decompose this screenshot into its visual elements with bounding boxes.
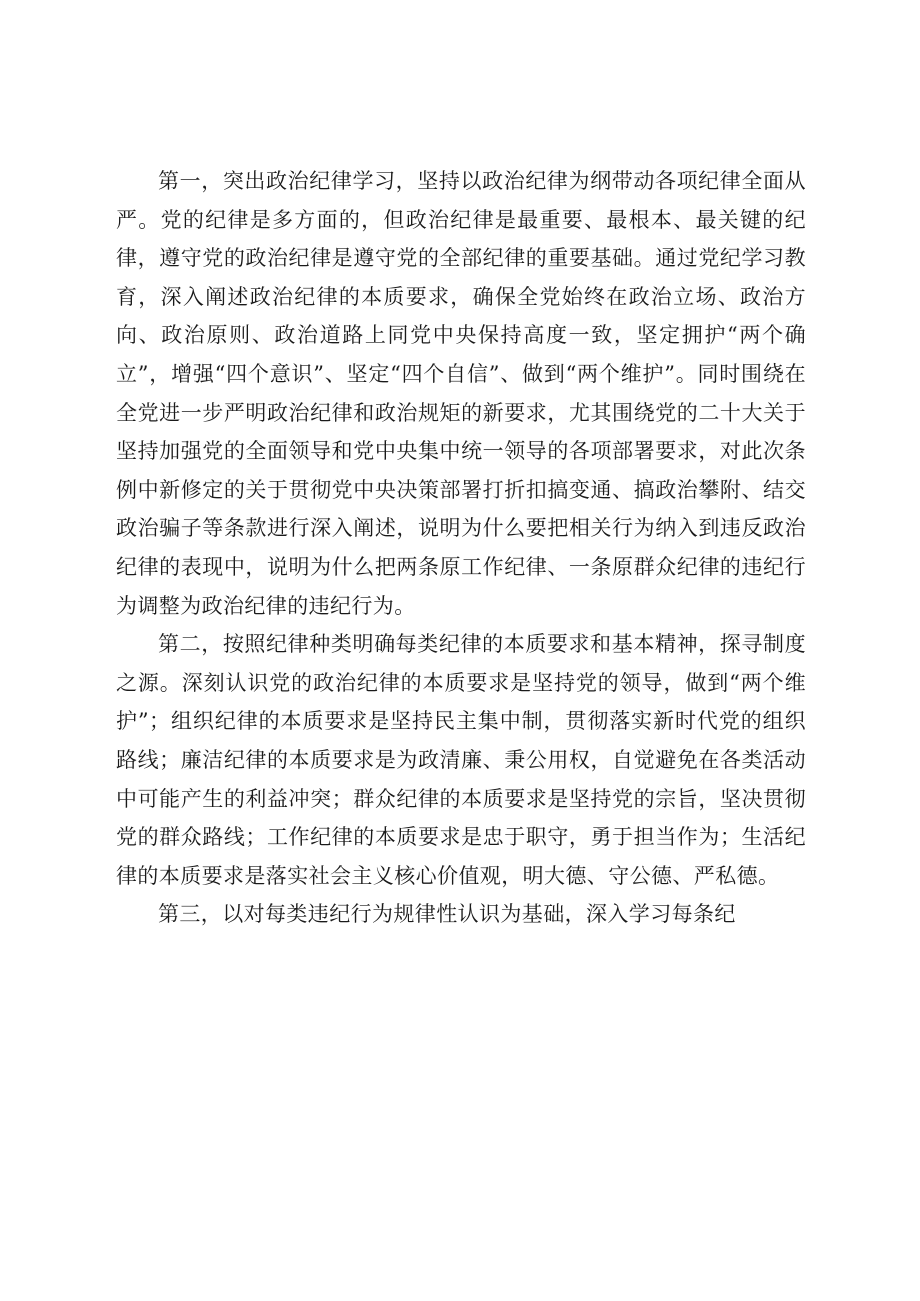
paragraph-2: 第二，按照纪律种类明确每类纪律的本质要求和基本精神，探寻制度之源。深刻认识党的政治纪律的本质要求是坚持党的领导，做到“两个维护”；组织纪律的本质要求是坚持民主集中制，贯彻落实新时代党的组织路线；廉洁纪律的本质要求是为政清廉、秉公用权，自觉避免在各类活动中可能产生的利益冲突；群众纪律的本质要求是坚持党的宗旨，坚决贯彻党的群众路线；工作纪律的本质要求是忠于职守，勇于担当作为；生活纪律的本质要求是落实社会主义核心价值观，明大德、守公德、严私德。 (116, 632, 806, 888)
paragraph-3: 第三，以对每类违纪行为规律性认识为基础，深入学习每条纪 (158, 902, 736, 927)
document-body (116, 162, 806, 934)
paragraph-1: 第一，突出政治纪律学习，坚持以政治纪律为纲带动各项纪律全面从严。党的纪律是多方面的，但政治纪律是最重要、最根本、最关键的纪律，遵守党的政治纪律是遵守党的全部纪律的重要基础。通过党纪学习教育，深入阐述政治纪律的本质要求，确保全党始终在政治立场、政治方向、政治原则、政治道路上同党中央保持高度一致，坚定拥护“两个确立”，增强“四个意识”、坚定“四个自信”、做到“两个维护”。同时围绕在全党进一步严明政治纪律和政治规矩的新要求，尤其围绕党的二十大关于坚持加强党的全面领导和党中央集中统一领导的各项部署要求，对此次条例中新修定的关于贯彻党中央决策部署打折扣搞变通、搞政治攀附、结交政治骗子等条款进行深入阐述，说明为什么要把相关行为纳入到违反政治纪律的表现中，说明为什么把两条原工作纪律、一条原群众纪律的违纪行为调整为政治纪律的违纪行为。 (116, 169, 806, 618)
